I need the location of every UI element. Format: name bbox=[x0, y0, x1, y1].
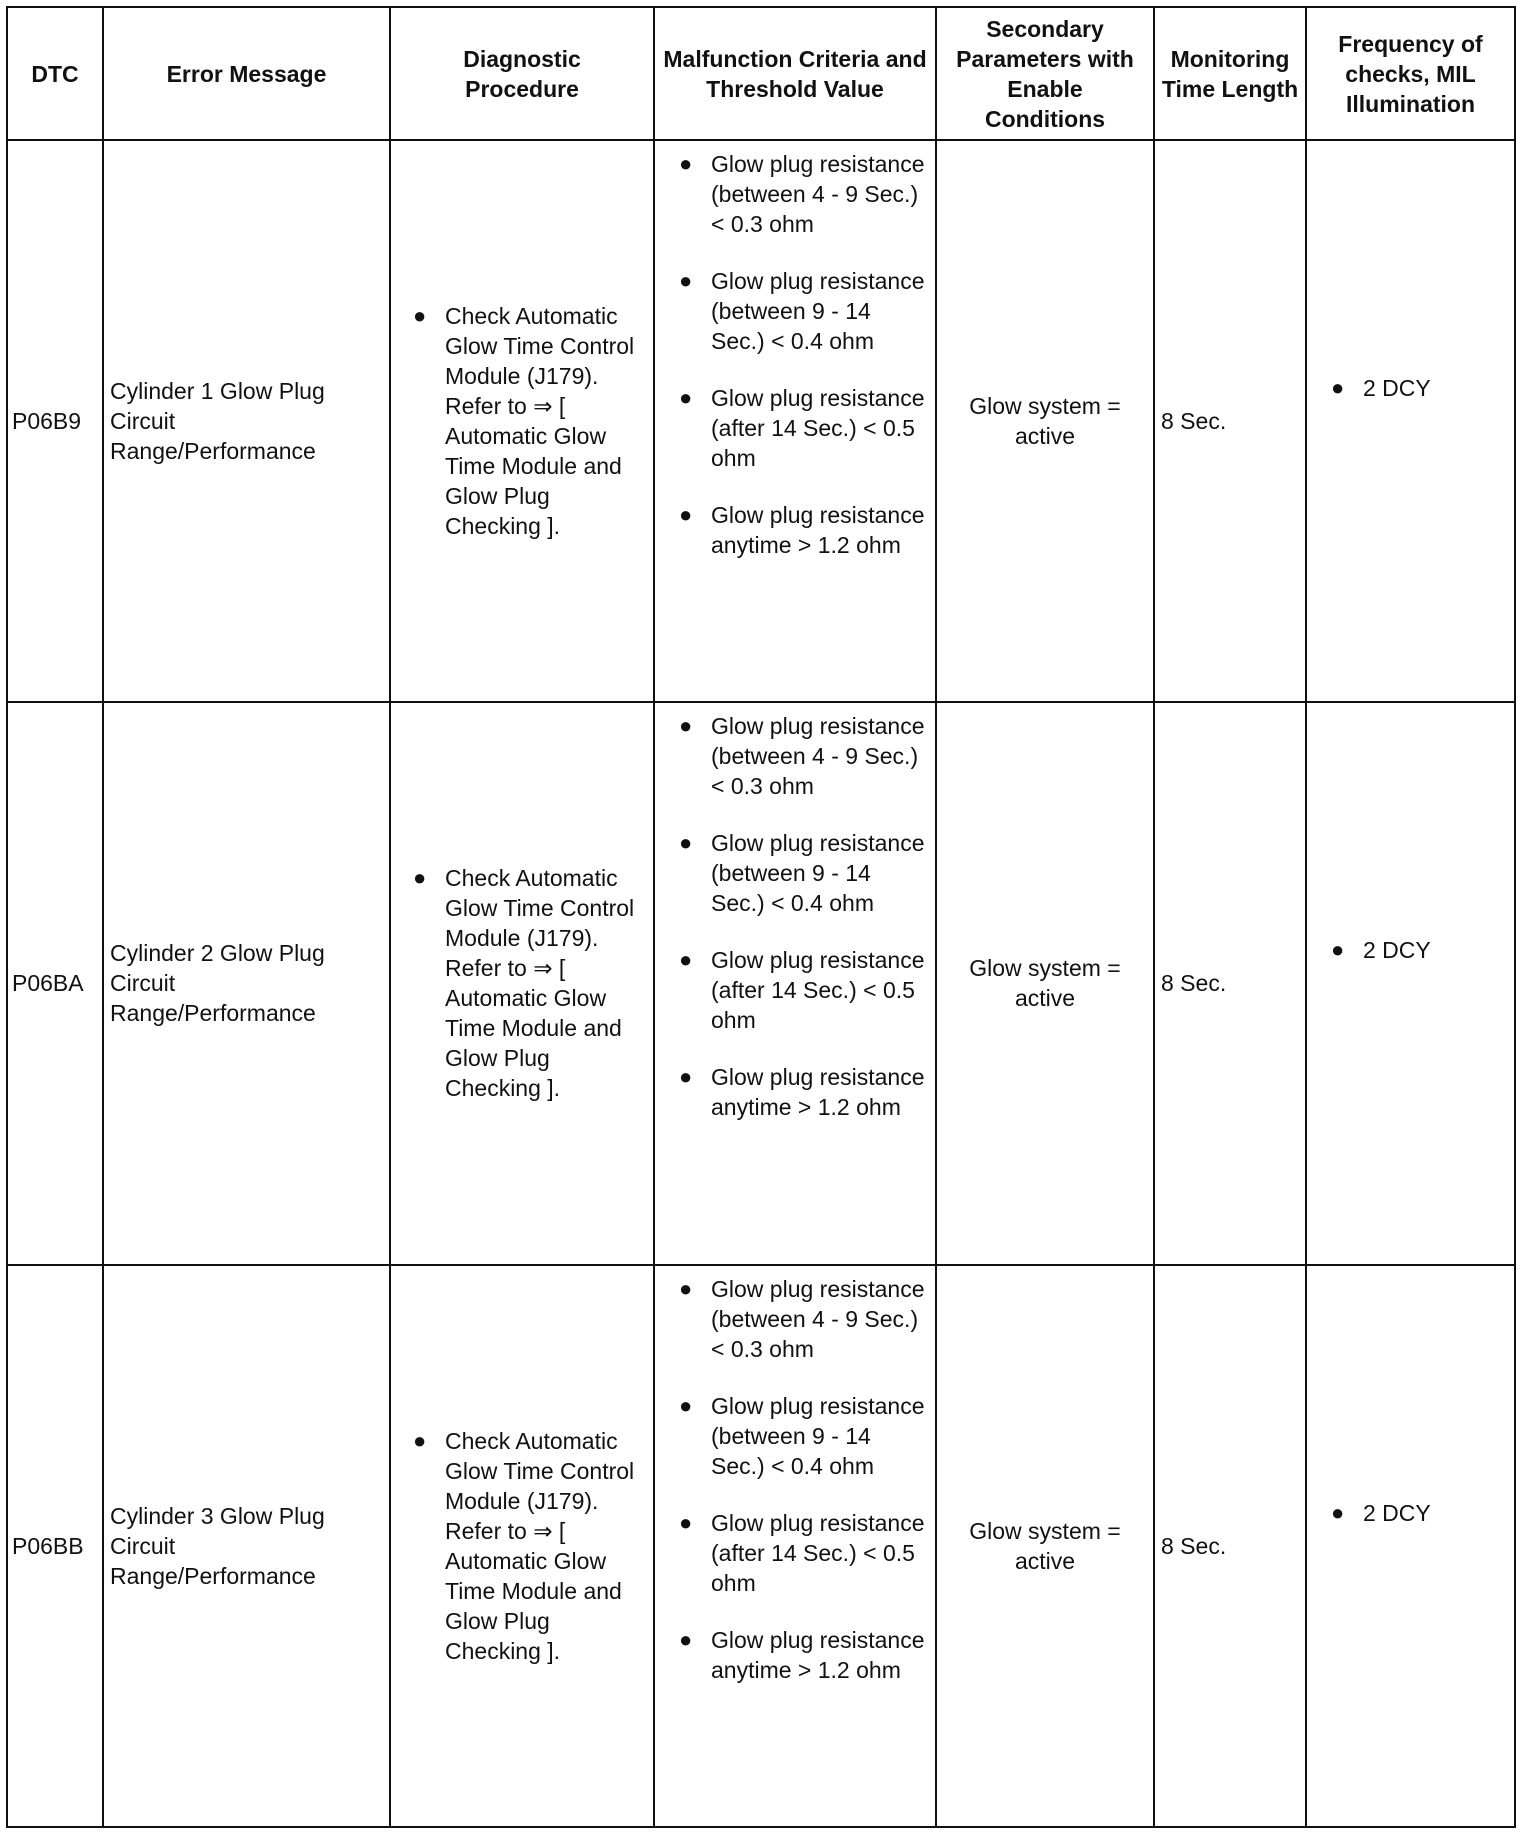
bullet-icon: ● bbox=[1331, 1499, 1345, 1525]
criteria-text: Glow plug resistance (between 9 - 14 Sec.) < 0.4 ohm bbox=[711, 268, 925, 354]
header-frequency bbox=[1306, 7, 1515, 140]
criteria-item bbox=[679, 945, 927, 1035]
dtc-code: P06BB bbox=[7, 1265, 103, 1827]
bullet-icon: ● bbox=[679, 385, 693, 410]
dtc-table bbox=[6, 6, 1516, 1828]
bullet-icon: ● bbox=[1331, 937, 1345, 963]
bullet-icon: ● bbox=[679, 947, 693, 973]
criteria-item bbox=[679, 149, 927, 239]
monitoring-time: 8 Sec. bbox=[1154, 140, 1306, 702]
criteria-item bbox=[679, 1274, 927, 1364]
bullet-icon: ● bbox=[679, 268, 693, 293]
bullet-icon: ● bbox=[679, 1064, 693, 1090]
criteria-text: Glow plug resistance (after 14 Sec.) < 0.5 ohm bbox=[711, 947, 925, 1034]
criteria-item bbox=[679, 1625, 927, 1685]
dtc-table-sheet bbox=[6, 6, 1514, 1828]
diagnostic-procedure-cell bbox=[390, 702, 654, 1264]
frequency-text: 2 DCY bbox=[1363, 375, 1431, 401]
criteria-text: Glow plug resistance (between 9 - 14 Sec.) < 0.4 ohm bbox=[711, 1392, 925, 1479]
criteria-text: Glow plug resistance (between 4 - 9 Sec.) < 0.3 ohm bbox=[711, 1275, 925, 1362]
diagnostic-step bbox=[413, 1426, 643, 1666]
diagnostic-step bbox=[413, 301, 643, 541]
criteria-text: Glow plug resistance (between 4 - 9 Sec.) < 0.3 ohm bbox=[711, 713, 925, 800]
diagnostic-procedure-cell bbox=[390, 140, 654, 702]
error-message: Cylinder 3 Glow Plug Circuit Range/Performance bbox=[103, 1265, 390, 1827]
criteria-text: Glow plug resistance (after 14 Sec.) < 0.5 ohm bbox=[711, 1509, 925, 1596]
monitoring-time: 8 Sec. bbox=[1154, 1265, 1306, 1827]
bullet-icon: ● bbox=[413, 1427, 427, 1453]
malfunction-criteria-cell bbox=[654, 702, 936, 1264]
header-monitoring-time-text: Monitoring Time Length bbox=[1161, 45, 1299, 102]
frequency-cell bbox=[1306, 702, 1515, 1264]
criteria-item bbox=[679, 711, 927, 801]
header-frequency-text: Frequency of checks, MIL Illumination bbox=[1338, 30, 1483, 117]
malfunction-criteria-cell bbox=[654, 140, 936, 702]
header-secondary-parameters bbox=[936, 7, 1154, 140]
bullet-icon: ● bbox=[679, 713, 693, 739]
diagnostic-step-text: Check Automatic Glow Time Control Module (J179). Refer to ⇒ [ Automatic Glow Time Module and Glow Plug Checking ]. bbox=[445, 1427, 635, 1664]
bullet-icon: ● bbox=[679, 1509, 693, 1535]
bullet-icon: ● bbox=[1331, 375, 1345, 400]
secondary-parameters: Glow system = active bbox=[936, 140, 1154, 702]
criteria-item bbox=[679, 266, 927, 356]
malfunction-criteria-cell bbox=[654, 1265, 936, 1827]
table-row bbox=[7, 140, 1515, 702]
criteria-item bbox=[679, 383, 927, 473]
diagnostic-step bbox=[413, 863, 643, 1103]
criteria-item bbox=[679, 1062, 927, 1122]
bullet-icon: ● bbox=[679, 1392, 693, 1418]
diagnostic-step-text: Check Automatic Glow Time Control Module (J179). Refer to ⇒ [ Automatic Glow Time Module and Glow Plug Checking ]. bbox=[445, 303, 635, 540]
header-error-message: Error Message bbox=[103, 7, 390, 140]
bullet-icon: ● bbox=[413, 865, 427, 891]
diagnostic-step-text: Check Automatic Glow Time Control Module (J179). Refer to ⇒ [ Automatic Glow Time Module and Glow Plug Checking ]. bbox=[445, 865, 635, 1102]
header-malfunction-criteria-text: Malfunction Criteria and Threshold Value bbox=[663, 45, 927, 102]
header-diagnostic-procedure bbox=[390, 7, 654, 140]
criteria-text: Glow plug resistance anytime > 1.2 ohm bbox=[711, 1626, 925, 1683]
bullet-icon: ● bbox=[679, 830, 693, 856]
frequency-text: 2 DCY bbox=[1363, 1499, 1431, 1526]
frequency-cell bbox=[1306, 140, 1515, 702]
frequency-item bbox=[1331, 373, 1514, 403]
header-row bbox=[7, 7, 1515, 140]
criteria-item bbox=[679, 828, 927, 918]
error-message: Cylinder 1 Glow Plug Circuit Range/Performance bbox=[103, 140, 390, 702]
secondary-parameters: Glow system = active bbox=[936, 1265, 1154, 1827]
frequency-text: 2 DCY bbox=[1363, 937, 1431, 964]
criteria-item bbox=[679, 1508, 927, 1598]
criteria-item bbox=[679, 500, 927, 560]
frequency-cell bbox=[1306, 1265, 1515, 1827]
monitoring-time: 8 Sec. bbox=[1154, 702, 1306, 1264]
header-dtc: DTC bbox=[7, 7, 103, 140]
dtc-code: P06BA bbox=[7, 702, 103, 1264]
criteria-text: Glow plug resistance anytime > 1.2 ohm bbox=[711, 1064, 925, 1121]
bullet-icon: ● bbox=[413, 303, 427, 329]
header-malfunction-criteria bbox=[654, 7, 936, 140]
diagnostic-procedure-cell bbox=[390, 1265, 654, 1827]
criteria-text: Glow plug resistance (after 14 Sec.) < 0.5 ohm bbox=[711, 385, 925, 471]
header-diagnostic-procedure-text: Diagnostic Procedure bbox=[463, 45, 581, 102]
dtc-code: P06B9 bbox=[7, 140, 103, 702]
frequency-item bbox=[1331, 935, 1514, 965]
criteria-item bbox=[679, 1391, 927, 1481]
criteria-text: Glow plug resistance (between 4 - 9 Sec.) < 0.3 ohm bbox=[711, 151, 925, 237]
header-secondary-parameters-text: Secondary Parameters with Enable Conditions bbox=[956, 15, 1134, 132]
table-row bbox=[7, 702, 1515, 1264]
bullet-icon: ● bbox=[679, 1275, 693, 1301]
frequency-item bbox=[1331, 1498, 1514, 1528]
header-monitoring-time bbox=[1154, 7, 1306, 140]
criteria-text: Glow plug resistance anytime > 1.2 ohm bbox=[711, 502, 925, 558]
table-row bbox=[7, 1265, 1515, 1827]
bullet-icon: ● bbox=[679, 1626, 693, 1652]
bullet-icon: ● bbox=[679, 502, 693, 527]
bullet-icon: ● bbox=[679, 151, 693, 176]
error-message: Cylinder 2 Glow Plug Circuit Range/Performance bbox=[103, 702, 390, 1264]
criteria-text: Glow plug resistance (between 9 - 14 Sec.) < 0.4 ohm bbox=[711, 830, 925, 917]
secondary-parameters: Glow system = active bbox=[936, 702, 1154, 1264]
